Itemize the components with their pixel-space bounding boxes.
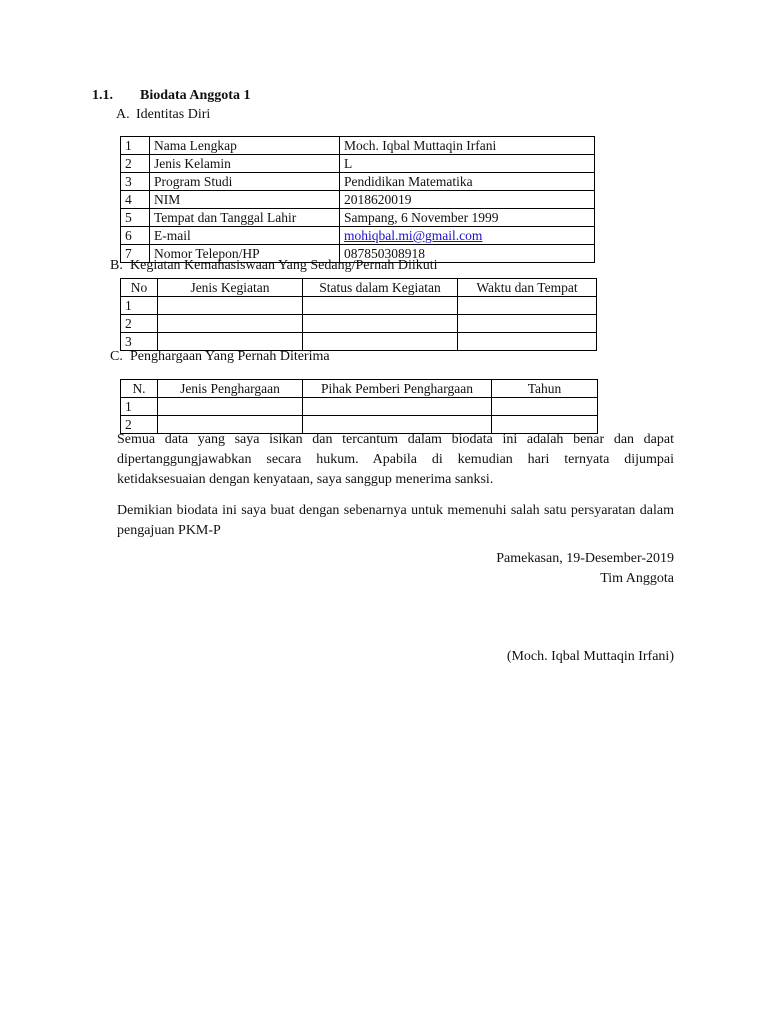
- closing-paragraph: Demikian biodata ini saya buat dengan sebenarnya untuk memenuhi salah satu persyaratan dalam pengajuan PKM-P: [117, 503, 674, 538]
- table-row: [121, 137, 595, 155]
- subsection-letter: C.: [110, 349, 123, 364]
- empty-cell: [458, 333, 597, 351]
- table-row: [121, 191, 595, 209]
- field-value: Pendidikan Matematika: [340, 173, 595, 191]
- empty-cell: [303, 398, 492, 416]
- column-header: Jenis Penghargaan: [158, 380, 303, 398]
- section-title: Biodata Anggota 1: [140, 88, 251, 103]
- row-number: 3: [121, 333, 158, 351]
- place-date: Pamekasan, 19-Desember-2019: [496, 551, 674, 566]
- table-header-row: [121, 380, 598, 398]
- column-header: Pihak Pemberi Penghargaan: [303, 380, 492, 398]
- row-number: 1: [121, 297, 158, 315]
- subsection-title-text: Penghargaan Yang Pernah Diterima: [130, 349, 330, 364]
- field-value: Sampang, 6 November 1999: [340, 209, 595, 227]
- table-row: [121, 315, 597, 333]
- field-value: L: [340, 155, 595, 173]
- table-header-row: [121, 279, 597, 297]
- column-header: No: [121, 279, 158, 297]
- field-label: Jenis Kelamin: [150, 155, 340, 173]
- row-number: 4: [121, 191, 150, 209]
- row-number: 1: [121, 398, 158, 416]
- subsection-c-title: [110, 349, 330, 365]
- subsection-letter: A.: [116, 107, 130, 122]
- empty-cell: [158, 398, 303, 416]
- field-label: Program Studi: [150, 173, 340, 191]
- empty-cell: [303, 297, 458, 315]
- row-number: 3: [121, 173, 150, 191]
- empty-cell: [458, 315, 597, 333]
- table-row: [121, 398, 598, 416]
- subsection-b-title: [110, 258, 438, 274]
- empty-cell: [458, 297, 597, 315]
- subsection-title-text: Identitas Diri: [136, 107, 211, 122]
- table-row: [121, 227, 595, 245]
- table-row: [121, 297, 597, 315]
- column-header: Jenis Kegiatan: [158, 279, 303, 297]
- empty-cell: [492, 398, 598, 416]
- row-number: 2: [121, 155, 150, 173]
- section-heading: [92, 88, 250, 104]
- field-value: 087850308918: [340, 245, 595, 263]
- activities-table: [120, 278, 597, 351]
- empty-cell: [158, 315, 303, 333]
- signatory-role: Tim Anggota: [600, 571, 674, 586]
- field-label: Nomor Telepon/HP: [150, 245, 340, 263]
- field-value: Moch. Iqbal Muttaqin Irfani: [340, 137, 595, 155]
- subsection-a-title: [116, 107, 210, 123]
- table-row: [121, 173, 595, 191]
- empty-cell: [303, 315, 458, 333]
- row-number: 1: [121, 137, 150, 155]
- column-header: Status dalam Kegiatan: [303, 279, 458, 297]
- subsection-letter: B.: [110, 258, 123, 273]
- field-value: [340, 227, 595, 245]
- field-label: Nama Lengkap: [150, 137, 340, 155]
- empty-cell: [158, 333, 303, 351]
- column-header: Waktu dan Tempat: [458, 279, 597, 297]
- awards-table: [120, 379, 598, 434]
- section-number: 1.1.: [92, 88, 113, 103]
- column-header: N.: [121, 380, 158, 398]
- email-link[interactable]: mohiqbal.mi@gmail.com: [344, 228, 483, 243]
- identity-table: [120, 136, 595, 263]
- field-label: Tempat dan Tanggal Lahir: [150, 209, 340, 227]
- statement-paragraph: Semua data yang saya isikan dan tercantum dalam biodata ini adalah benar dan dapat dipertanggungjawabkan secara hukum. Apabila di kemudian hari ternyata dijumpai ketidaksesuaian dengan kenyataan, saya sanggup menerima sanksi.: [117, 432, 674, 487]
- row-number: 2: [121, 315, 158, 333]
- empty-cell: [303, 333, 458, 351]
- signatory-name: (Moch. Iqbal Muttaqin Irfani): [506, 649, 674, 664]
- column-header: Tahun: [492, 380, 598, 398]
- field-value: 2018620019: [340, 191, 595, 209]
- field-label: E-mail: [150, 227, 340, 245]
- subsection-title-text: Kegiatan Kemahasiswaan Yang Sedang/Pernah Diikuti: [130, 258, 438, 273]
- row-number: 5: [121, 209, 150, 227]
- field-label: NIM: [150, 191, 340, 209]
- table-row: [121, 209, 595, 227]
- row-number: 6: [121, 227, 150, 245]
- empty-cell: [158, 297, 303, 315]
- table-row: [121, 333, 597, 351]
- row-number: 2: [121, 416, 158, 434]
- row-number: 7: [121, 245, 150, 263]
- table-row: [121, 155, 595, 173]
